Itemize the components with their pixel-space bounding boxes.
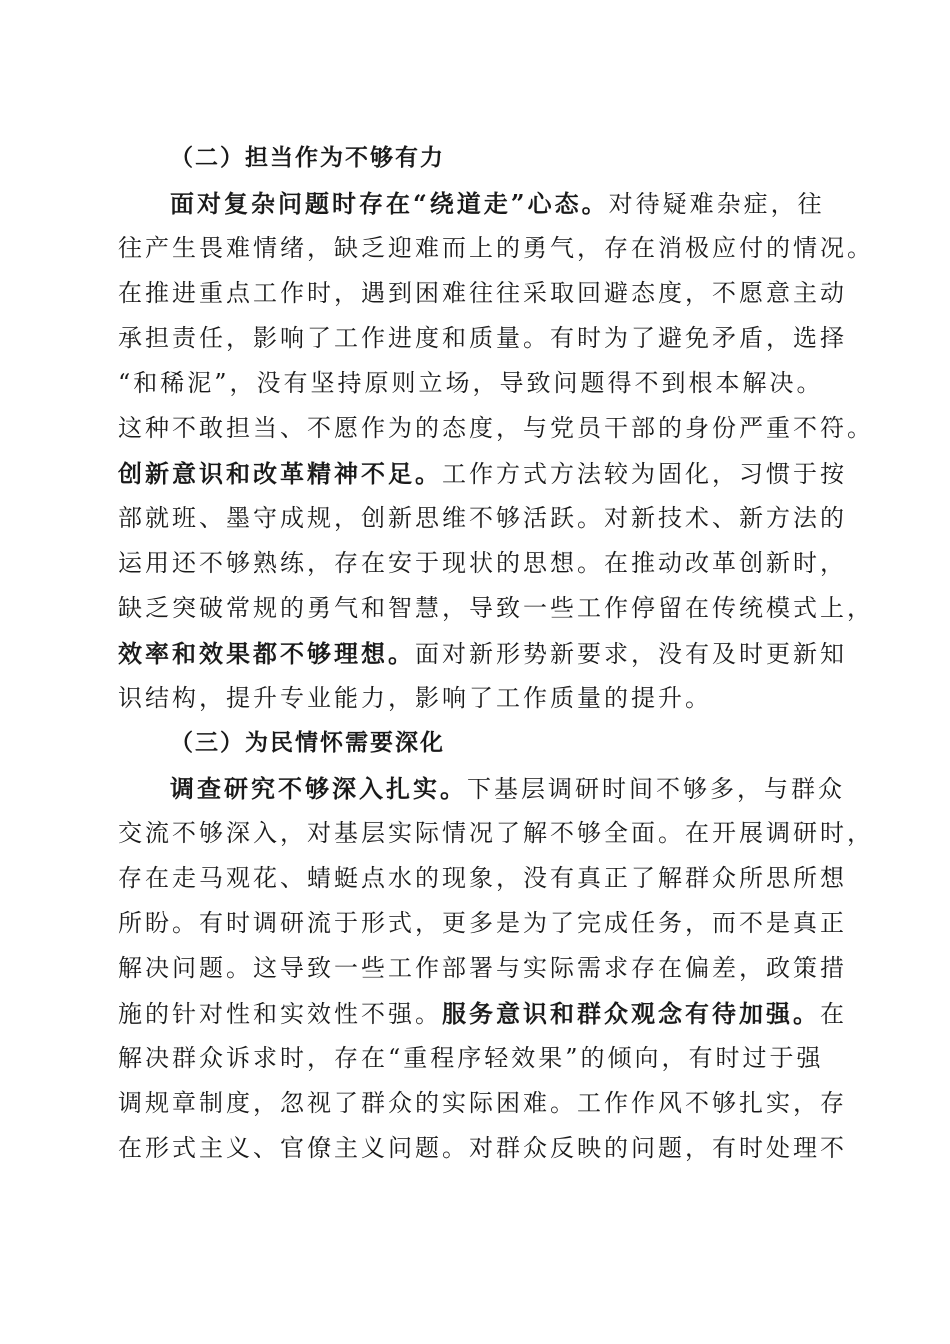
text-run: 存在走马观花、蜻蜓点水的现象，没有真正了解群众所思所想 <box>118 864 847 892</box>
text-line <box>118 1081 847 1126</box>
text-run: 承担责任，影响了工作进度和质量。有时为了避免矛盾，选择 <box>118 324 847 352</box>
text-line <box>118 361 832 406</box>
text-run: 调规章制度，忽视了群众的实际困难。工作作风不够扎实，存 <box>118 1089 847 1117</box>
bold-phrase: 效率和效果都不够理想。 <box>118 639 415 668</box>
text-run: 识结构，提升专业能力，影响了工作质量的提升。 <box>118 684 712 712</box>
text-run: 在形式主义、官僚主义问题。对群众反映的问题，有时处理不 <box>118 1134 847 1162</box>
text-line <box>118 991 847 1036</box>
text-line <box>118 766 845 811</box>
bold-phrase: 创新意识和改革精神不足。 <box>118 459 442 488</box>
text-line <box>118 1036 832 1081</box>
text-run: 解决群众诉求时，存在“重程序轻效果”的倾向，有时过于强 <box>118 1044 824 1072</box>
text-run: 面对新形势新要求，没有及时更新知 <box>415 640 847 668</box>
text-line <box>118 316 847 361</box>
text-run: 缺乏突破常规的勇气和智慧，导致一些工作停留在传统模式上， <box>118 594 874 622</box>
text-line <box>118 1126 847 1171</box>
text-line <box>118 541 847 586</box>
bold-phrase: 调查研究不够深入扎实。 <box>170 774 467 803</box>
text-line <box>118 226 874 271</box>
text-run: 这种不敢担当、不愿作为的态度，与党员干部的身份严重不符。 <box>118 414 874 442</box>
text-run: “和稀泥”，没有坚持原则立场，导致问题得不到根本解决。 <box>118 369 824 397</box>
text-line <box>118 901 847 946</box>
text-line <box>118 946 847 991</box>
text-run: 交流不够深入，对基层实际情况了解不够全面。在开展调研时， <box>118 819 874 847</box>
text-run: 下基层调研时间不够多，与群众 <box>467 775 845 803</box>
section-2-paragraphs <box>118 181 874 721</box>
text-run: 工作方式方法较为固化，习惯于按 <box>442 460 847 488</box>
text-line <box>118 406 874 451</box>
text-run: 解决问题。这导致一些工作部署与实际需求存在偏差，政策措 <box>118 954 847 982</box>
bold-phrase: 服务意识和群众观念有待加强。 <box>442 999 820 1028</box>
text-run: 在 <box>820 1000 847 1028</box>
text-run: 部就班、墨守成规，创新思维不够活跃。对新技术、新方法的 <box>118 504 847 532</box>
text-line <box>118 631 847 676</box>
section-3-paragraphs <box>118 766 874 1171</box>
text-run: 施的针对性和实效性不强。 <box>118 1000 442 1028</box>
text-line <box>118 496 847 541</box>
text-line <box>118 811 874 856</box>
text-run: 往产生畏难情绪，缺乏迎难而上的勇气，存在消极应付的情况。 <box>118 234 874 262</box>
bold-phrase: 面对复杂问题时存在“绕道走”心态。 <box>170 189 609 218</box>
section-heading-2: （二）担当作为不够有力 <box>170 145 445 171</box>
text-line <box>118 451 847 496</box>
text-line <box>118 586 874 631</box>
text-line <box>118 676 832 721</box>
document-body <box>118 136 874 1171</box>
section-heading-3: （三）为民情怀需要深化 <box>170 730 445 756</box>
text-line <box>118 181 832 226</box>
text-run: 所盼。有时调研流于形式，更多是为了完成任务，而不是真正 <box>118 909 847 937</box>
text-run: 对待疑难杂症，往 <box>608 190 825 218</box>
text-run: 运用还不够熟练，存在安于现状的思想。在推动改革创新时， <box>118 549 847 577</box>
text-line <box>118 856 847 901</box>
text-line <box>118 271 847 316</box>
text-run: 在推进重点工作时，遇到困难往往采取回避态度，不愿意主动 <box>118 279 847 307</box>
